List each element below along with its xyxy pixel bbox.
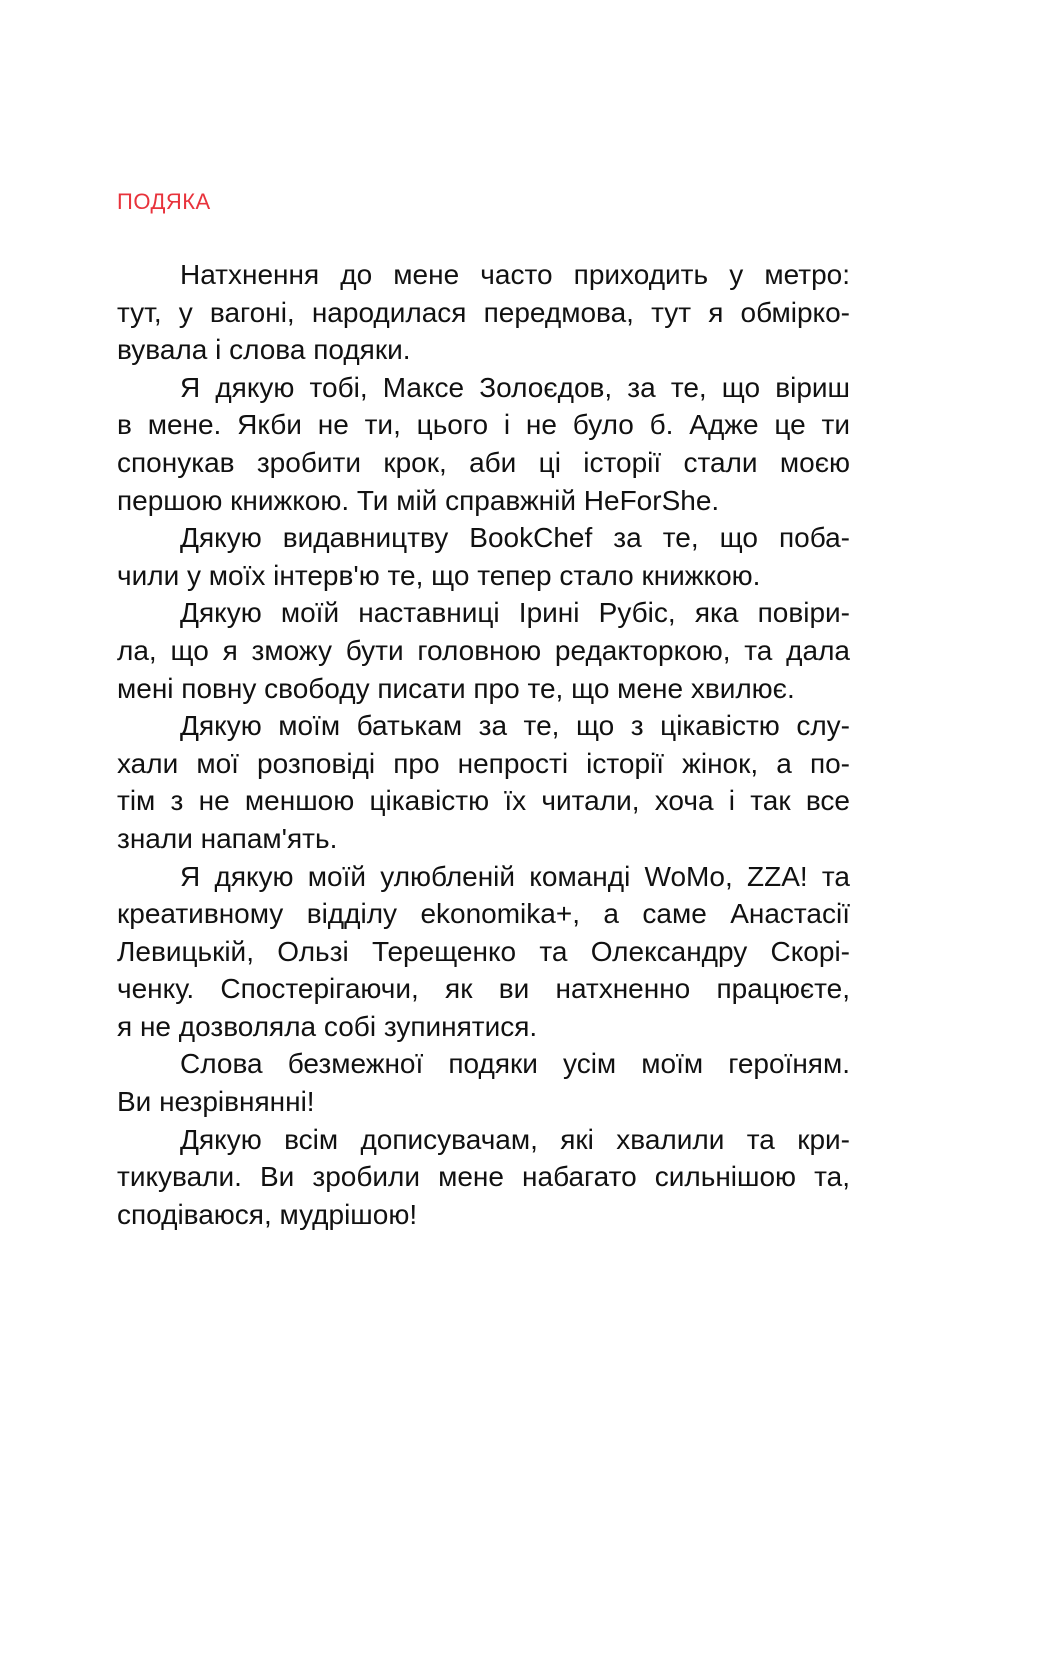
paragraph: [117, 707, 850, 857]
paragraph: [117, 519, 850, 594]
text-line: в мене. Якби не ти, цього і не було б. Адже це ти: [117, 409, 850, 441]
text-line: Натхнення до мене часто приходить у метро:: [180, 259, 850, 290]
text-line: Дякую видавництву BookChef за те, що поба-: [180, 522, 850, 554]
text-line: я не дозволяла собі зупинятися.: [117, 1010, 538, 1042]
text-line: чили у моїх інтерв'ю те, що тепер стало книжкою.: [117, 559, 761, 591]
text-line: мені повну свободу писати про те, що мене хвилює.: [117, 672, 795, 704]
text-line: Дякую моїй наставниці Ірині Рубіс, яка повіри-: [180, 597, 850, 629]
text-line: вувала і слова подяки.: [117, 334, 411, 366]
text-line: знали напам'ять.: [117, 822, 338, 854]
text-line: Ви незрівнянні!: [117, 1086, 315, 1118]
text-line: Левицькій, Ользі Терещенко та Олександру Скорі-: [117, 935, 850, 967]
text-line: ченку. Спостерігаючи, як ви натхненно працюєте,: [117, 973, 850, 1005]
text-line: Дякую моїм батькам за те, що з цікавістю слу-: [180, 710, 850, 742]
paragraph: [117, 858, 850, 1046]
text-line: Я дякую тобі, Максе Золоєдов, за те, що віриш: [180, 371, 850, 403]
section-title: ПОДЯКА: [117, 189, 211, 214]
acknowledgements-text: [117, 256, 850, 1233]
text-line: Дякую всім дописувачам, які хвалили та кри-: [180, 1123, 850, 1155]
text-line: тикували. Ви зробили мене набагато сильнішою та,: [117, 1161, 850, 1193]
paragraph: [117, 1121, 850, 1234]
paragraph: [117, 1045, 850, 1120]
text-line: першою книжкою. Ти мій справжній HeForShe.: [117, 484, 720, 516]
text-line: хали мої розповіді про непрості історії жінок, а по-: [117, 747, 850, 779]
text-line: спонукав зробити крок, аби ці історії стали моєю: [117, 446, 850, 478]
text-line: ла, що я зможу бути головною редакторкою, та дала: [117, 634, 850, 666]
text-line: Слова безмежної подяки усім моїм героїням.: [180, 1048, 850, 1080]
paragraph: [117, 594, 850, 707]
text-line: тім з не меншою цікавістю їх читали, хоча і так все: [117, 785, 850, 817]
text-line: сподіваюся, мудрішою!: [117, 1198, 418, 1230]
text-line: креативному відділу ekonomika+, а саме Анастасії: [117, 898, 850, 930]
text-line: тут, у вагоні, народилася передмова, тут я обмірко-: [117, 296, 850, 328]
paragraph: [117, 369, 850, 519]
paragraph: [117, 256, 850, 369]
text-line: Я дякую моїй улюбленій команді WoMo, ZZA! та: [180, 860, 850, 892]
